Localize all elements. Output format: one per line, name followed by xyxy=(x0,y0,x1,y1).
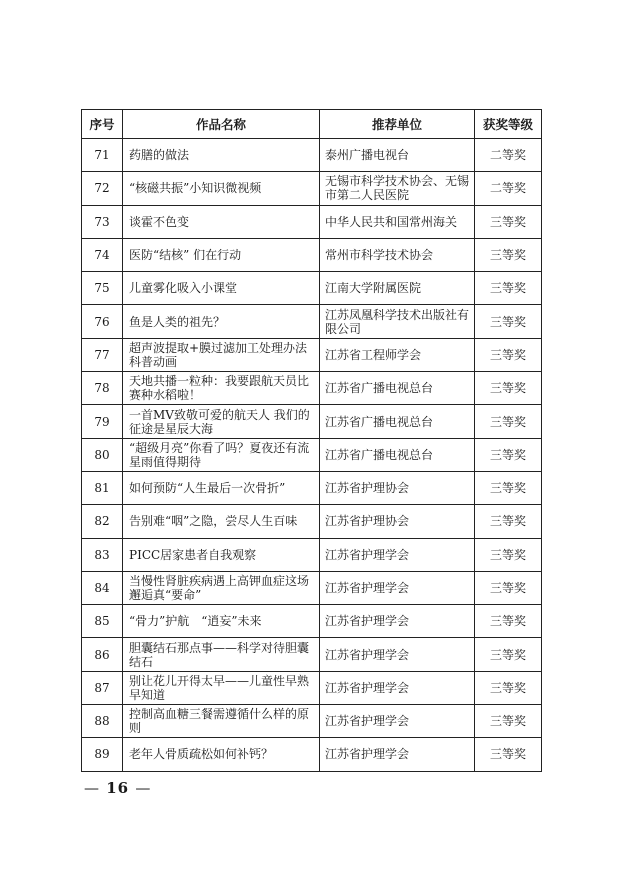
table-row xyxy=(82,605,542,638)
cell-award-level: 二等奖 xyxy=(475,139,542,172)
header-award-level: 获奖等级 xyxy=(475,110,542,139)
cell-work-title: 一首MV致敬可爱的航天人 我们的征途是星辰大海 xyxy=(123,405,320,438)
table-row xyxy=(82,172,542,205)
table-row xyxy=(82,405,542,438)
cell-serial-number: 81 xyxy=(82,471,123,504)
cell-award-level: 三等奖 xyxy=(475,571,542,604)
cell-recommending-unit: 江苏省工程师学会 xyxy=(320,338,475,371)
footer-dash-right: — xyxy=(135,779,152,797)
header-recommending-unit: 推荐单位 xyxy=(320,110,475,139)
table-row xyxy=(82,338,542,371)
cell-recommending-unit: 无锡市科学技术协会、无锡市第二人民医院 xyxy=(320,172,475,205)
table-row xyxy=(82,738,542,771)
cell-work-title: 老年人骨质疏松如何补钙？ xyxy=(123,738,320,771)
cell-serial-number: 85 xyxy=(82,605,123,638)
cell-work-title: 天地共播一粒种：我要跟航天员比赛种水稻啦！ xyxy=(123,372,320,405)
cell-serial-number: 80 xyxy=(82,438,123,471)
cell-work-title: PICC居家患者自我观察 xyxy=(123,538,320,571)
header-work-title: 作品名称 xyxy=(123,110,320,139)
cell-award-level: 二等奖 xyxy=(475,172,542,205)
cell-award-level: 三等奖 xyxy=(475,238,542,271)
cell-work-title: 儿童雾化吸入小课堂 xyxy=(123,272,320,305)
cell-award-level: 三等奖 xyxy=(475,538,542,571)
cell-serial-number: 79 xyxy=(82,405,123,438)
cell-work-title: 当慢性肾脏疾病遇上高钾血症这场邂逅真“要命” xyxy=(123,571,320,604)
table-row xyxy=(82,538,542,571)
table-row xyxy=(82,205,542,238)
cell-serial-number: 87 xyxy=(82,671,123,704)
cell-recommending-unit: 江南大学附属医院 xyxy=(320,272,475,305)
cell-serial-number: 72 xyxy=(82,172,123,205)
cell-recommending-unit: 江苏省护理协会 xyxy=(320,505,475,538)
cell-serial-number: 82 xyxy=(82,505,123,538)
cell-work-title: 控制高血糖三餐需遵循什么样的原则 xyxy=(123,705,320,738)
cell-serial-number: 88 xyxy=(82,705,123,738)
table-row xyxy=(82,705,542,738)
cell-recommending-unit: 江苏省护理学会 xyxy=(320,571,475,604)
cell-award-level: 三等奖 xyxy=(475,471,542,504)
cell-serial-number: 77 xyxy=(82,338,123,371)
cell-award-level: 三等奖 xyxy=(475,605,542,638)
cell-serial-number: 74 xyxy=(82,238,123,271)
page-number: 16 xyxy=(106,779,130,797)
table-row xyxy=(82,139,542,172)
cell-work-title: 别让花儿开得太早——儿童性早熟早知道 xyxy=(123,671,320,704)
cell-award-level: 三等奖 xyxy=(475,272,542,305)
cell-recommending-unit: 江苏省广播电视总台 xyxy=(320,372,475,405)
cell-work-title: “骨力”护航 “逍妄”未来 xyxy=(123,605,320,638)
cell-award-level: 三等奖 xyxy=(475,505,542,538)
cell-award-level: 三等奖 xyxy=(475,338,542,371)
cell-award-level: 三等奖 xyxy=(475,205,542,238)
cell-recommending-unit: 江苏省护理协会 xyxy=(320,471,475,504)
cell-serial-number: 75 xyxy=(82,272,123,305)
cell-recommending-unit: 常州市科学技术协会 xyxy=(320,238,475,271)
cell-recommending-unit: 江苏省护理学会 xyxy=(320,605,475,638)
cell-serial-number: 83 xyxy=(82,538,123,571)
cell-serial-number: 86 xyxy=(82,638,123,671)
table-row xyxy=(82,671,542,704)
cell-work-title: 谈霍不色变 xyxy=(123,205,320,238)
table-row xyxy=(82,238,542,271)
cell-work-title: 医防“结核” 们在行动 xyxy=(123,238,320,271)
cell-serial-number: 84 xyxy=(82,571,123,604)
table-row xyxy=(82,471,542,504)
cell-work-title: 超声波提取+膜过滤加工处理办法科普动画 xyxy=(123,338,320,371)
cell-work-title: “超级月亮”你看了吗？夏夜还有流星雨值得期待 xyxy=(123,438,320,471)
table-header-row xyxy=(82,110,542,139)
cell-recommending-unit: 江苏凤凰科学技术出版社有限公司 xyxy=(320,305,475,338)
cell-recommending-unit: 江苏省护理学会 xyxy=(320,638,475,671)
cell-work-title: “核磁共振”小知识微视频 xyxy=(123,172,320,205)
cell-serial-number: 73 xyxy=(82,205,123,238)
awards-table xyxy=(81,109,542,772)
cell-work-title: 告别难“咽”之隐，尝尽人生百味 xyxy=(123,505,320,538)
cell-recommending-unit: 泰州广播电视台 xyxy=(320,139,475,172)
cell-work-title: 如何预防“人生最后一次骨折” xyxy=(123,471,320,504)
cell-serial-number: 76 xyxy=(82,305,123,338)
cell-award-level: 三等奖 xyxy=(475,638,542,671)
cell-award-level: 三等奖 xyxy=(475,372,542,405)
footer-dash-left: — xyxy=(84,779,100,797)
cell-recommending-unit: 江苏省护理学会 xyxy=(320,738,475,771)
table-row xyxy=(82,571,542,604)
table-row xyxy=(82,638,542,671)
cell-recommending-unit: 江苏省护理学会 xyxy=(320,705,475,738)
table-row xyxy=(82,272,542,305)
table-row xyxy=(82,505,542,538)
cell-award-level: 三等奖 xyxy=(475,438,542,471)
cell-recommending-unit: 中华人民共和国常州海关 xyxy=(320,205,475,238)
cell-award-level: 三等奖 xyxy=(475,405,542,438)
cell-recommending-unit: 江苏省广播电视总台 xyxy=(320,405,475,438)
table-row xyxy=(82,305,542,338)
table-row xyxy=(82,438,542,471)
cell-serial-number: 89 xyxy=(82,738,123,771)
cell-serial-number: 71 xyxy=(82,139,123,172)
header-serial-number: 序号 xyxy=(82,110,123,139)
cell-recommending-unit: 江苏省护理学会 xyxy=(320,671,475,704)
cell-serial-number: 78 xyxy=(82,372,123,405)
cell-work-title: 药膳的做法 xyxy=(123,139,320,172)
cell-recommending-unit: 江苏省护理学会 xyxy=(320,538,475,571)
cell-award-level: 三等奖 xyxy=(475,305,542,338)
cell-award-level: 三等奖 xyxy=(475,705,542,738)
cell-recommending-unit: 江苏省广播电视总台 xyxy=(320,438,475,471)
cell-award-level: 三等奖 xyxy=(475,671,542,704)
page-footer xyxy=(84,779,151,797)
cell-award-level: 三等奖 xyxy=(475,738,542,771)
cell-work-title: 鱼是人类的祖先？ xyxy=(123,305,320,338)
table-row xyxy=(82,372,542,405)
cell-work-title: 胆囊结石那点事——科学对待胆囊结石 xyxy=(123,638,320,671)
